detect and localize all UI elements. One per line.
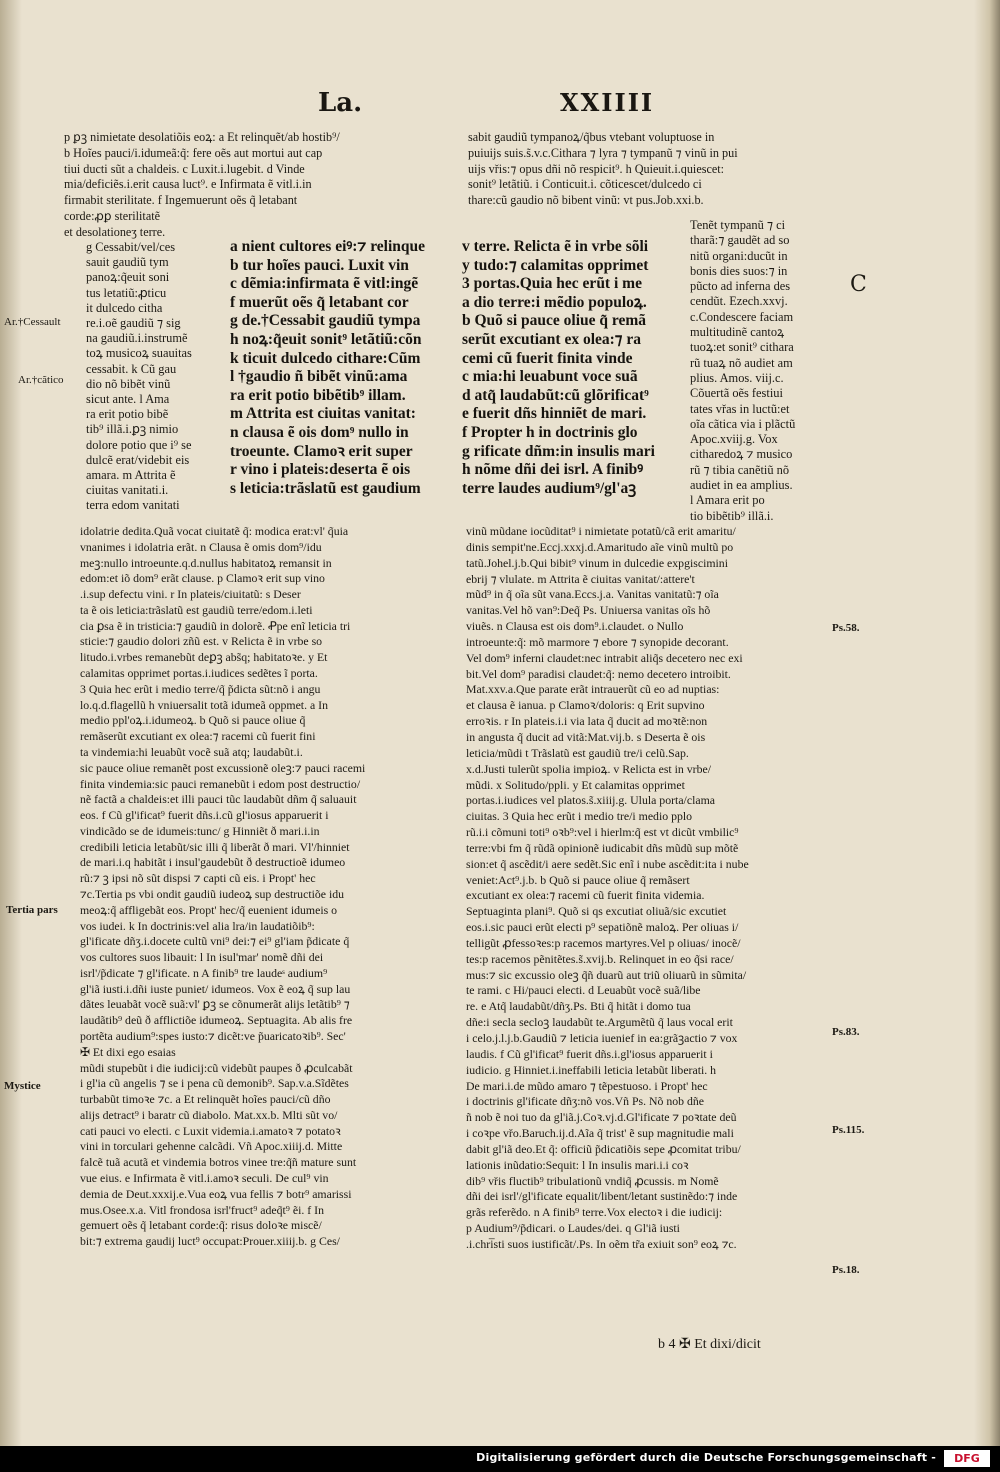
text-line: portẽta audium⁹:spes iusto:⁊ dicẽt:ve p̃uaricatoꝛib⁹. Sec' [80,1029,346,1043]
text-line: et desolationeʒ terre. [64,224,166,239]
text-line: m Attrita est ciuitas vanitat: [230,405,416,423]
text-line: alijs detract⁹ i baratr cũ diabolo. Mat.xx.b. Mlti sũt vo/ [80,1107,338,1122]
margin-note-ps58: Ps.58. [832,622,860,634]
main-text-left [230,238,455,498]
text-line: cemi cũ fuerit finita vinde [462,349,633,367]
text-line: multitudinẽ cantoꝝ [690,325,785,340]
text-line: vini in torculari gehenne calcãdi. Vñ Apoc.xiiij.d. Mitte [80,1139,343,1154]
margin-note-tertia-pars: Tertia pars [6,904,58,916]
text-line: dolore potio que i⁹ se [86,437,192,452]
text-line: ciuitas. 3 Quia hec erũt i medio tre/i medio pplo [466,809,693,824]
text-line: p Audium⁹/p̃dicari. o Laudes/dei. q Gl'iã iusti [466,1221,680,1236]
text-line: medio ppl'oꝝ.i.idumeoꝝ. b Quõ si pauce oliue q̃ [80,713,306,728]
text-line: ta vindemia:hi leuabũt vocẽ suã atq; laudabũt.i. [80,744,303,759]
text-line: mũdi stupebũt i die iudicij:cũ videbũt paupes ð ꝓculcabãt [80,1060,353,1075]
text-line: y tudo:⁊ calamitas opprimet [462,256,649,274]
text-line: vue eius. e Infirmata ẽ vitl.i.amoꝛ seculi. De cul⁹ vin [80,1171,329,1186]
text-line: tuoꝝ:et sonit⁹ cithara [690,340,794,355]
text-line: vanitas.Vel hõ van⁹:Deq̃ Ps. Uniuersa vanitas oĩs hõ [466,603,711,618]
text-line: laudis. f Cũ gl'ificat⁹ fuerit dñs.i.gl'iosus apparuerit i [466,1046,713,1061]
text-line: ra erit potio bibẽ [86,407,169,422]
text-line: falcẽ tuã acutã et vindemia botros vinee tre:q̃ñ mature sunt [80,1155,357,1170]
left-commentary-body [80,524,460,1250]
text-line: b Hoĩes pauci/i.idumeã:q̃: fere oẽs aut mortui aut cap [64,145,323,160]
text-line: thare:cũ gaudio nõ bibent vinũ: vt pus.Job.xxi.b. [468,193,704,208]
dfg-logo-text: DFG [954,1452,980,1465]
text-line: ra erit potio bibẽtib⁹ illam. [230,386,406,404]
text-line: isrl'/p̃dicate ⁊ gl'ificate. n A finib⁹ tre laudeˢ audium⁹ [80,965,328,980]
dfg-logo [944,1450,990,1467]
text-line: pũcto ad inferna des [690,279,791,294]
text-line: eos. f Cũ gl'ificat⁹ fuerit dñs.i.cũ gl'iosus apparuerit i [80,808,329,823]
text-line: gemuert oẽs q̃ letabant corde:q̃: risus doloꝛe miscẽ/ [80,1218,322,1233]
page-spine-shadow [0,0,22,1446]
text-line: viuẽs. n Clausa est ois dom⁹.i.claudet. o Nullo [466,619,684,634]
text-line: b Quõ si pauce oliue q̃ remã [462,312,647,330]
text-line: meꝫ:nullo introeunte.q.d.nullus habitatoꝝ remansit in [80,555,332,570]
text-line: corde:ꝓꝑ sterilitatẽ [64,208,161,223]
text-line: introeunte:q̃: mõ marmore ⁊ ebore ⁊ synopide decorant. [466,634,729,649]
text-line: cati pauci vo electi. c Luxit videmia.i.amatoꝛ ⁊ potatoꝛ [80,1123,341,1138]
left-commentary-top [64,130,454,241]
text-line: sauit gaudiũ tym [86,255,169,270]
right-commentary-top [468,130,818,209]
text-line: .i.chri̅sti suos iustificãt/.Ps. In oẽm tr̃a exiuit son⁹ eoꝝ ⁊c. [466,1236,737,1251]
text-line: it dulcedo citha [86,300,163,315]
text-line: gl'iã iusti.i.dñi iuste puniet/ idumeos. Vox ẽ eoꝝ q̃ sup lau [80,981,351,996]
text-line: mia/deficiẽs.i.erit causa luct⁹. e Infirmata ẽ vitl.i.in [64,177,312,192]
text-line: De mari.i.de mũdo amaro ⁊ tẽpestuoso. i Propt' hec [466,1078,708,1093]
text-line: tio bibẽtib⁹ illã.i. [690,508,774,523]
text-line: amara. m Attrita ẽ [86,468,176,483]
text-line: dulcẽ erat/videbit eis [86,452,190,467]
text-line: c mia:hi leuabunt voce suã [462,368,638,386]
text-line: vinũ mũdane iocũditat⁹ i nimietate potatũ/cã erit amaritu/ [466,524,736,538]
text-line: credibili leticia letabũt/sic illi q̃ liberãt ð mari. Vl'/hinniet [80,839,350,854]
text-line: toꝝ musicoꝝ suauitas [86,346,192,361]
text-line: g de.†Cessabit gaudiũ tympa [230,312,421,330]
text-line: l Amara erit po [690,493,765,508]
text-line: sabit gaudiũ tympanoꝝ/q̃bus vtebant voluptuose in [468,130,715,144]
text-line: nẽ factã a chaldeis:et illi pauci tũc laudabũt dñm q̃ saluauit [80,792,357,807]
text-line: vos iudei. k In doctrinis:vel alia lra/in laudatiõib⁹: [80,918,315,933]
text-line: meoꝝ:q̃ affligebãt eos. Propt' hec/q̃ euenient idumeis o [80,902,338,917]
funding-notice: Digitalisierung gefördert durch die Deutsche Forschungsgemeinschaft - [476,1451,936,1464]
text-line: d atq̃ laudabũt:cũ glõrificat⁹ [462,386,649,404]
text-line: c.Condescere faciam [690,309,794,324]
text-line: dãtes leuabãt vocẽ suã:vl' ꝑꝫ se cõnumerãt alijs letãtib⁹ ⁊ [80,997,350,1012]
text-line: dinis sempit'ne.Eccj.xxxj.d.Amaritudo aĩe vinũ multũ po [466,539,734,554]
text-line: ta ẽ ois leticia:trãslatũ est gaudiũ terre/edom.i.leti [80,602,313,617]
text-line: ciuitas vanitati.i. [86,483,169,498]
text-line: bit:⁊ extrema gaudij luct⁹ occupat:Prouer.xiiij.b. g Ces/ [80,1234,340,1249]
text-line: Mat.xxv.a.Que parate erãt intrauerũt cũ eo ad nuptias: [466,682,720,697]
text-line: calamitas opprimet portas.i.iudices sedẽtes ĩ porta. [80,666,318,681]
text-line: eos.i.sic pauci erũt electi p⁹ sepatiõnẽ maloꝝ. Per oliuas i/ [466,920,739,935]
text-line: troeunte. Clamoꝛ erit super [230,442,413,460]
text-line: idolatrie dedita.Quã vocat ciuitatẽ q̃: modica erat:vl' q̃uia [80,524,349,538]
text-line: tates vřas in luctũ:et [690,401,790,416]
text-line: mus.Osee.x.a. Vitl frondosa isrl'fruct⁹ adeq̃t⁹ ẽi. f In [80,1202,324,1217]
text-line: b tur hoĩes pauci. Luxit vin [230,256,409,274]
text-line: de mari.i.q habitãt i insul'gaudebũt ð destructioẽ idumeo [80,855,346,870]
text-line: tiui ducti sũt a chaldeis. c Luxit.i.lugebit. d Vinde [64,161,305,176]
text-line: tib⁹ illã.i.ꝑꝫ nimio [86,422,179,437]
text-line: firmabit sterilitate. f Ingemuerunt oẽs q̃ letabant [64,193,298,208]
text-line: Tenẽt tympanũ ⁊ ci [690,218,786,232]
text-line: x.d.Justi tulerũt spolia impioꝝ. v Relicta est in vrbe/ [466,761,712,776]
text-line: dio nõ bibẽt vinũ [86,376,171,391]
text-line: cia ꝑsa ẽ in tristicia:⁊ gaudiũ in dolorẽ. Ꝓpe enĩ leticia tri [80,618,351,633]
marginal-letter-c: C [850,272,867,297]
text-line: i coꝛpe vřo.Baruch.ij.d.Aĩa q̃ trist' ẽ sup magnitudie mali [466,1126,734,1141]
text-line: r vino i plateis:deserta ẽ ois [230,461,411,479]
text-line: dabit gl'iã deo.Et q̃: officiũ p̃dicatiõis sepe ꝓcomitat tribu/ [466,1141,741,1156]
text-line: a nient cultores eiꝰ:⁊ relinque [230,238,426,255]
text-line: vos cultores suos libauit: l In isul'mar' nomẽ dñi dei [80,950,324,965]
text-line: erroꝛis. r In plateis.i.i via lata q̃ ducit ad moꝛtẽ:non [466,714,708,729]
text-line: ✠ Et dixi ego esaias [80,1044,176,1059]
text-line: Cõuertã oẽs festiui [690,386,783,401]
running-header-left: La. [318,88,363,118]
text-line: terre:vbi fm q̃ rũdã opinionẽ iudicabit dñs mũdũ sup mõtẽ [466,840,739,855]
text-line: p ꝑꝫ nimietate desolatiõis eoꝝ: a Et relinquẽt/ab hostib⁹/ [64,130,340,144]
text-line: 3 Quia hec erũt i medio terre/q̃ p̃dicta sũt:nõ i angu [80,681,321,696]
text-line: tatũ.Johel.j.b.Qui bibit⁹ vinum in dulcedie expgiscimini [466,555,728,570]
text-line: sicut ante. l Ama [86,392,170,407]
page-edge-shadow [974,0,1000,1446]
text-line: cendũt. Ezech.xxvj. [690,294,788,309]
text-line: i celo.j.l.j.b.Gaudiũ ⁊ leticia iuenief in ea:grãꝫactio ⁊ vox [466,1031,738,1045]
text-line: uijs vřis:⁊ opus dñi nõ respicit⁹. h Quieuit.i.quiescet: [468,161,725,176]
margin-note-mystice: Mystice [4,1080,41,1092]
text-line: h noꝝ:q̃euit sonit⁹ letãtiũ:cõn [230,330,422,348]
text-line: ebrij ⁊ vlulate. m Attrita ẽ ciuitas vanitat/:attere't [466,571,695,586]
text-line: serũt excutiant ex olea:⁊ ra [462,330,642,348]
text-line: Apoc.xviij.g. Vox [690,432,778,447]
text-line: g Cessabit/vel/ces [86,240,176,254]
text-line: rũ.i.i cõmuni toti⁹ oꝛb⁹:vel i hierlm:q̃ est vt dicũt vmbilic⁹ [466,825,739,840]
margin-note-cessault: Ar.†Cessault [4,316,61,328]
text-line: laudãtib⁹ deũ ð afflictiõe idumeoꝝ. Septuagita. Ab alis fre [80,1013,353,1028]
text-line: excutiant ex olea:⁊ racemi cũ fuerit finita videmia. [466,888,705,903]
text-line: vindicãdo se de idumeis:tunc/ g Hinniẽt ð mari.i.in [80,823,320,838]
text-line: grãs referẽdo. n A finib⁹ terre.Vox electoꝛ i die iudicij: [466,1205,723,1220]
text-line: na gaudiũ.i.instrumẽ [86,331,188,346]
text-line: f Propter h in doctrinis glo [462,423,638,441]
text-line: v terre. Relicta ẽ in vrbe sõli [462,238,649,255]
text-line: mũd⁹ in q̃ oĩa sũt vana.Eccs.j.a. Vanitas vanitatũ:⁊ oĩa [466,587,719,602]
text-line: mus:⁊ sic excussio oleꝫ q̃ñ duarũ aut triũ oliuarũ in sũmita/ [466,967,747,982]
text-line: in angusta q̃ ducit ad vitã:Mat.vij.b. s Deserta ẽ ois [466,729,706,744]
text-line: demia de Deut.xxxij.e.Vua eoꝝ vua fellis ⁊ botr⁹ amarissi [80,1186,352,1201]
text-line: sic pauce oliue remanẽt post excussionẽ oleꝫ:⁊ pauci racemi [80,760,366,775]
text-line: mũdi. x Solitudo/ppli. y Et calamitas opprimet [466,777,685,792]
text-line: citharedoꝝ ⁊ musico [690,447,793,462]
text-line: plius. Amos. viij.c. [690,370,784,385]
text-line: sonit⁹ letãtiũ. i Conticuit.i. cõticescet/dulcedo ci [468,177,702,192]
text-line: l †gaudio ñ bibẽt vinũ:ama [230,368,408,386]
text-line: i doctrinis gl'ificate dñʒ:nõ vos.Vñ Ps. Nõ nob dñe [466,1094,705,1109]
text-line: gl'ificate dñʒ.i.docete cultũ vni⁹ dei:⁊ ei⁹ gl'iam p̃dicate q̃ [80,934,350,949]
margin-note-ps83: Ps.83. [832,1026,860,1038]
text-line: turbabũt timoꝛe ⁊c. a Et relinquẽt hoĩes pauci/cũ dño [80,1092,331,1107]
text-line: panoꝝ:q̃euit soni [86,270,170,285]
margin-note-cantico: Ar.†cãtico [18,374,64,386]
left-gloss-column [86,240,226,514]
text-line: oĩa cãtica via i plãctũ [690,416,796,431]
text-line: sion:et q̃ ascẽdit/i aere sedẽt.Sic enĩ i nube ascẽdit:ita i nube [466,856,749,871]
text-line: cessabit. k Cũ gau [86,361,177,376]
text-line: rũ tuaꝝ nõ audiet am [690,355,793,370]
main-text-right [462,238,684,498]
signature-catchword: b 4 ✠ Et dixi/dicit [658,1337,761,1352]
running-header-folio: XXIIII [560,88,655,117]
text-line: portas.i.iudices vel platos.s̃.xiiij.g. Ulula porta/clama [466,793,715,808]
text-line: dib⁹ vřis fluctib⁹ tribulationũ vndiq̃ ꝓcussis. m Nomẽ [466,1173,719,1188]
text-line: iudicio. g Hinniet.i.ineffabili leticia letabũt liberati. h [466,1062,717,1077]
text-line: audiet in ea amplius. [690,478,793,493]
text-line: lo.q.d.flagellũ h vniuersalit totã idumeã oppmet. a In [80,697,328,712]
text-line: re. e Atq̃ laudabũt/dñʒ.Ps. Bti q̃ hitãt i domo tua [466,999,691,1014]
text-line: ñ nob ẽ noi tuo da gl'iã.j.Coꝛ.vj.d.Gl'ificate ⁊ poꝛtate deũ [466,1110,737,1125]
text-line: tus letatiũ:ꝓticu [86,285,167,300]
text-line: tharã:⁊ gaudẽt ad so [690,233,790,248]
text-line: edom:et iõ dom⁹ erãt clause. p Clamoꝛ erit sup vino [80,571,325,586]
text-line: a dio terre:i mẽdio populoꝝ. [462,293,647,311]
text-line: 3 portas.Quia hec erũt i me [462,275,642,293]
text-line: f muerũt oẽs q̃ letabant cor [230,293,409,311]
text-line: k ticuit dulcedo cithare:Cũm [230,349,421,367]
right-commentary-body [466,524,826,1253]
text-line: bonis dies suos:⁊ in [690,263,788,278]
text-line: te rami. c Hi/pauci electi. d Leuabũt vocẽ suã/libe [466,983,701,998]
text-line: c dẽmia:infirmata ẽ vitl:ingẽ [230,275,419,293]
text-line: telligũt ꝓfessoꝛes:p racemos martyres.Vel p oliuas/ inocẽ/ [466,935,741,950]
text-line: .i.sup defectu vini. r In plateis/ciuitatũ: s Deser [80,587,301,602]
text-line: rũ:⁊ ꝫ ipsi nõ sũt dispsi ⁊ capti cũ eis. i Propt' hec [80,871,316,886]
text-line: veniet:Act⁹.j.b. b Quõ si pauce oliue q̃ remãsert [466,872,690,887]
text-line: remãserũt excutiant ex olea:⁊ racemi cũ fuerit fini [80,729,316,744]
text-line: lationis inũdatio:Sequit: l In insulis mari.i.i coꝛ [466,1157,689,1172]
text-line: bit.Vel dom⁹ paradisi claudet:q̃: nemo decetero introibit. [466,666,731,681]
text-line: terra edom vanitati [86,498,180,513]
text-line: nitũ organi:ducũt in [690,248,788,263]
text-line: sticie:⁊ gaudio dolori zñũ est. v Relicta ẽ in vrbe so [80,634,323,649]
text-line: dñi dei isrl'/gl'ificate equalit/libent/letant sustinẽdo:⁊ inde [466,1189,738,1204]
text-line: Septuaginta plani⁹. Quõ si qs excutiat oliuã/sic excutiet [466,904,727,919]
margin-note-ps115: Ps.115. [832,1124,865,1136]
text-line: puiuijs suis.s̃.v.c.Cithara ⁊ lyra ⁊ tympanũ ⁊ vinũ in pui [468,145,738,160]
text-line: dñe:i secla secloꝫ laudabũt te.Argumẽtũ q̃ laus vocal erit [466,1015,733,1030]
text-line: h nõme dñi dei isrl. A finibꝰ [462,461,644,479]
right-gloss-column [690,218,830,524]
text-line: leticia/mũdi t Trãslatũ est gaudiũ tre/i celũ.Sap. [466,745,689,760]
text-line: s leticia:trãslatũ est gaudium [230,479,421,497]
text-line: vnanimes i idolatria erãt. n Clausa ẽ omis dom⁹/idu [80,539,322,554]
digitization-banner [0,1446,1000,1472]
text-line: rũ ⁊ tibia canẽtiũ nõ [690,462,790,477]
text-line: litudo.i.vrbes remanebũt deꝑꝫ abs̃q; habitatoꝛe. y Et [80,650,328,665]
text-line: ⁊c.Tertia ps vbi ondit gaudiũ iudeoꝝ sup destructiõe idu [80,886,345,901]
text-line: et clausa ẽ ianua. p Clamoꝛ/doloris: q Erit supvino [466,698,705,713]
text-line: i gl'ia cũ angelis ⁊ se i pena cũ demonib⁹. Sap.v.a.Sĩdẽtes [80,1076,349,1091]
text-line: re.i.oẽ gaudiũ ⁊ sig [86,316,181,331]
text-line: g rificate dñm:in insulis mari [462,442,655,460]
text-line: Vel dom⁹ inferni claudet:nec intrabit aliq̃s decetero nec exi [466,650,743,665]
text-line: tes:p racemos pẽnitẽtes.s̃.xvij.b. Relinquet in eo q̃si race/ [466,951,734,966]
text-line: terre laudes audium⁹/gl'aꝫ [462,479,637,497]
text-line: finita vindemia:sic pauci remanebũt i edom post destructio/ [80,776,361,791]
text-line: e fuerit dñs hinniẽt de mari. [462,405,647,423]
text-line: n clausa ẽ ois dom⁹ nullo in [230,423,409,441]
margin-note-ps18: Ps.18. [832,1264,860,1276]
